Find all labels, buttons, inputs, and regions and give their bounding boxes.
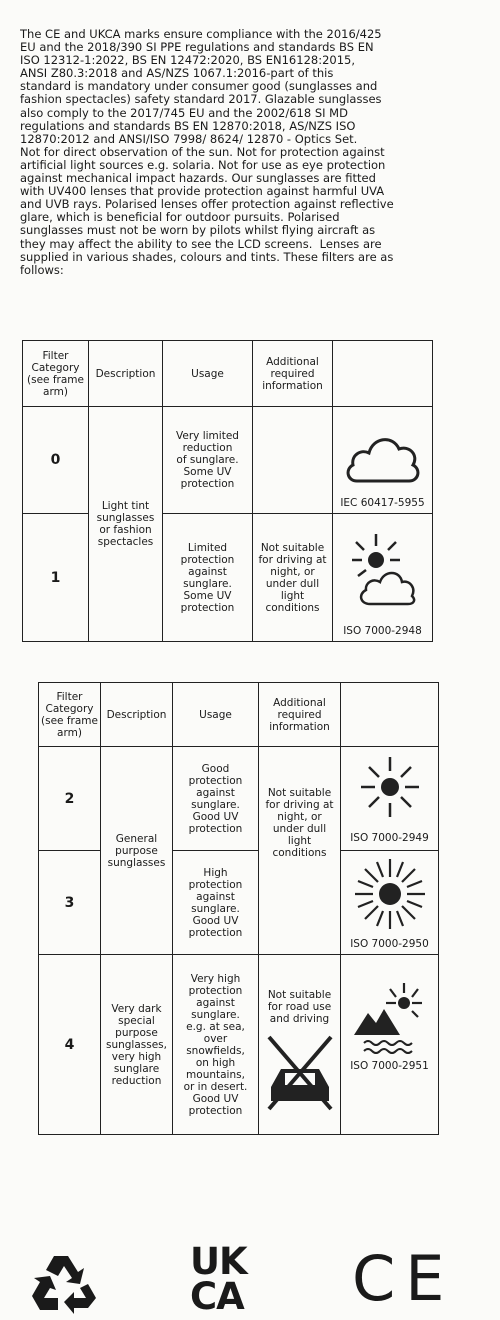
intro-line: fashion spectacles) safety standard 2017. Glazable sunglasses	[20, 92, 382, 107]
ukca-bottom: CA	[190, 1275, 244, 1318]
sun-icon	[353, 857, 427, 931]
category-2: 2	[39, 747, 101, 851]
intro-line: with UV400 lenses that provide protection against harmful UVA	[20, 184, 385, 199]
intro-paragraph	[20, 28, 492, 277]
header-symbol-blank	[333, 341, 433, 407]
header-description: Description	[89, 341, 163, 407]
header-usage: Usage	[163, 341, 253, 407]
category-0: 0	[23, 407, 89, 514]
ukca-mark	[190, 1240, 260, 1318]
symbol-cat-1	[333, 514, 433, 642]
header-filter-category: Filter Category (see frame arm)	[39, 683, 101, 747]
category-4: 4	[39, 955, 101, 1135]
intro-line: glare, which is beneficial for outdoor pursuits. Polarised	[20, 210, 340, 225]
sun-icon	[355, 755, 425, 819]
usage-cat-3: High protection against sunglare. Good UV protection	[173, 851, 259, 955]
usage-cat-4: Very high protection against sunglare. e.g. at sea, over snowfields, on high mountains, or in desert. Good UV protection	[173, 955, 259, 1135]
additional-cat-4	[259, 955, 341, 1135]
iso-label-cat-1: ISO 7000-2948	[343, 625, 422, 637]
symbol-cat-4	[341, 955, 439, 1135]
intro-line: ANSI Z80.3:2018 and AS/NZS 1067.1:2016-part of this	[20, 66, 334, 81]
description-cat-4: Very dark special purpose sunglasses, very high sunglare reduction	[101, 955, 173, 1135]
usage-cat-1: Limited protection against sunglare. Some UV protection	[163, 514, 253, 642]
header-additional-info: Additional required information	[259, 683, 341, 747]
description-cat-2-3: General purpose sunglasses	[101, 747, 173, 955]
additional-cat-4-text: Not suitable for road use and driving	[267, 989, 332, 1025]
intro-line: standard is mandatory under consumer good (sunglasses and	[20, 79, 378, 94]
iso-label-cat-3: ISO 7000-2950	[350, 938, 429, 950]
intro-line: also comply to the 2017/745 EU and the 2002/618 SI MD	[20, 105, 348, 120]
description-cat-0-1: Light tint sunglasses or fashion spectacles	[89, 407, 163, 642]
header-additional-info: Additional required information	[253, 341, 333, 407]
additional-cat-2-3: Not suitable for driving at night, or under dull light conditions	[259, 747, 341, 955]
iso-label-cat-4: ISO 7000-2951	[350, 1060, 429, 1072]
intro-line: follows:	[20, 262, 64, 277]
iso-label-cat-2: ISO 7000-2949	[350, 832, 429, 844]
mountain-sun-water-icon	[350, 979, 430, 1059]
intro-line: and UVB rays. Polarised lenses offer protection against reflective	[20, 197, 394, 212]
intro-line: regulations and standards BS EN 12870:2018, AS/NZS ISO	[20, 118, 356, 133]
symbol-cat-0	[333, 407, 433, 514]
sun-cloud-icon	[348, 532, 418, 612]
iso-label-cat-0: IEC 60417-5955	[340, 497, 425, 509]
symbol-cat-3	[341, 851, 439, 955]
filter-table-2	[38, 682, 439, 1135]
intro-line: 12870:2012 and ANSI/ISO 7998/ 8624/ 12870 - Optics Set.	[20, 131, 358, 146]
header-symbol-blank	[341, 683, 439, 747]
intro-line: they may affect the ability to see the LCD screens. Lenses are	[20, 236, 382, 251]
intro-line: sunglasses must not be worn by pilots whilst flying aircraft as	[20, 223, 376, 238]
intro-line: Not for direct observation of the sun. Not for protection against	[20, 144, 385, 159]
header-usage: Usage	[173, 683, 259, 747]
intro-line: The CE and UKCA marks ensure compliance with the 2016/425	[20, 28, 382, 41]
category-3: 3	[39, 851, 101, 955]
header-filter-category: Filter Category (see frame arm)	[23, 341, 89, 407]
ce-mark: CE	[352, 1242, 455, 1315]
usage-cat-0: Very limited reduction of sunglare. Some UV protection	[163, 407, 253, 514]
ukca-top: UK	[190, 1240, 247, 1283]
symbol-cat-2	[341, 747, 439, 851]
filter-table-1	[22, 340, 433, 642]
intro-line: ISO 12312-1:2022, BS EN 12472:2020, BS EN16128:2015,	[20, 53, 355, 68]
additional-cat-1: Not suitable for driving at night, or under dull light conditions	[253, 514, 333, 642]
cloud-icon	[343, 429, 423, 487]
intro-line: artificial light sources e.g. solaria. Not for use as eye protection	[20, 157, 386, 172]
recycle-icon	[28, 1252, 100, 1316]
intro-line: supplied in various shades, colours and tints. These filters are as	[20, 249, 394, 264]
usage-cat-2: Good protection against sunglare. Good UV protection	[173, 747, 259, 851]
header-description: Description	[101, 683, 173, 747]
intro-line: against mechanical impact hazards. Our sunglasses are fitted	[20, 171, 376, 186]
additional-cat-0-blank	[253, 407, 333, 514]
category-1: 1	[23, 514, 89, 642]
no-driving-icon	[263, 1029, 337, 1113]
intro-line: EU and the 2018/390 SI PPE regulations and standards BS EN	[20, 40, 374, 55]
